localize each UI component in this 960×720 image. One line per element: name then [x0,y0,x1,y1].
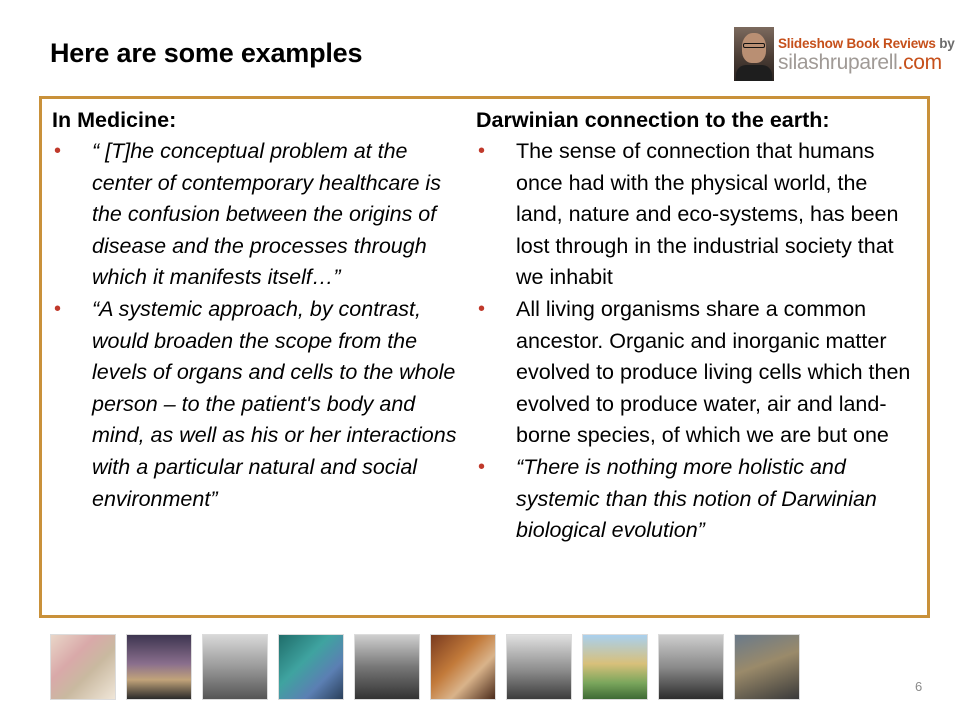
bullet-text: The sense of connection that humans once had with the physical world, the land, nature and eco-systems, has been lost through in the industrial society that we inhabit [516,139,899,290]
baseball-player-thumbnail[interactable] [354,634,420,700]
bullet-icon: • [54,140,62,162]
bullet-text: “ [T]he conceptual problem at the center of contemporary healthcare is the confusion between the origins of disease and the processes through which it manifests itself…” [92,139,441,290]
left-column-heading: In Medicine: [52,108,177,132]
portrait-engraving-thumbnail[interactable] [658,634,724,700]
bullet-text: “There is nothing more holistic and systemic than this notion of Darwinian biological evolution” [516,454,877,543]
left-bullet-list [52,136,457,515]
hanging-gardens-thumbnail[interactable] [582,634,648,700]
slide-title: Here are some examples [50,38,363,68]
list-item [476,452,914,547]
content-frame [39,96,930,618]
bullet-icon: • [54,297,62,320]
city-skyline-thumbnail[interactable] [126,634,192,700]
right-column [476,104,914,547]
map-thumbnail[interactable] [50,634,116,700]
list-item [476,294,914,452]
bullet-icon: • [478,297,486,320]
logo-tagline-by: by [939,36,955,51]
right-column-heading: Darwinian connection to the earth: [476,108,830,132]
logo-domain-name: silashruparell [778,51,898,74]
laboratory-thumbnail[interactable] [506,634,572,700]
left-column [52,104,457,515]
bullet-text: All living organisms share a common ancestor. Organic and inorganic matter evolved to produce living cells which then evolved to produce water, air and land-borne species, of which we are but one [516,296,911,448]
bullet-icon: • [478,455,486,478]
list-item [52,136,457,294]
right-bullet-list [476,136,914,547]
street-scene-thumbnail[interactable] [202,634,268,700]
bullet-text: “A systemic approach, by contrast, would broaden the scope from the levels of organs and cells to the whole person – to the patient's body and mind, as well as his or her interactions with a particular natural and social environment” [92,296,457,511]
page-number: 6 [915,679,923,694]
author-photo [734,27,774,81]
painting-figure-thumbnail[interactable] [278,634,344,700]
list-item [52,294,457,515]
logo-tagline-text: Slideshow Book Reviews [778,36,936,51]
logo-tagline [778,36,955,51]
logo[interactable] [734,27,955,81]
renaissance-painting-thumbnail[interactable] [430,634,496,700]
stormy-sea-thumbnail[interactable] [734,634,800,700]
bullet-icon: • [478,140,486,162]
logo-domain [778,51,942,75]
list-item [476,136,914,294]
logo-domain-tld: .com [897,51,942,74]
